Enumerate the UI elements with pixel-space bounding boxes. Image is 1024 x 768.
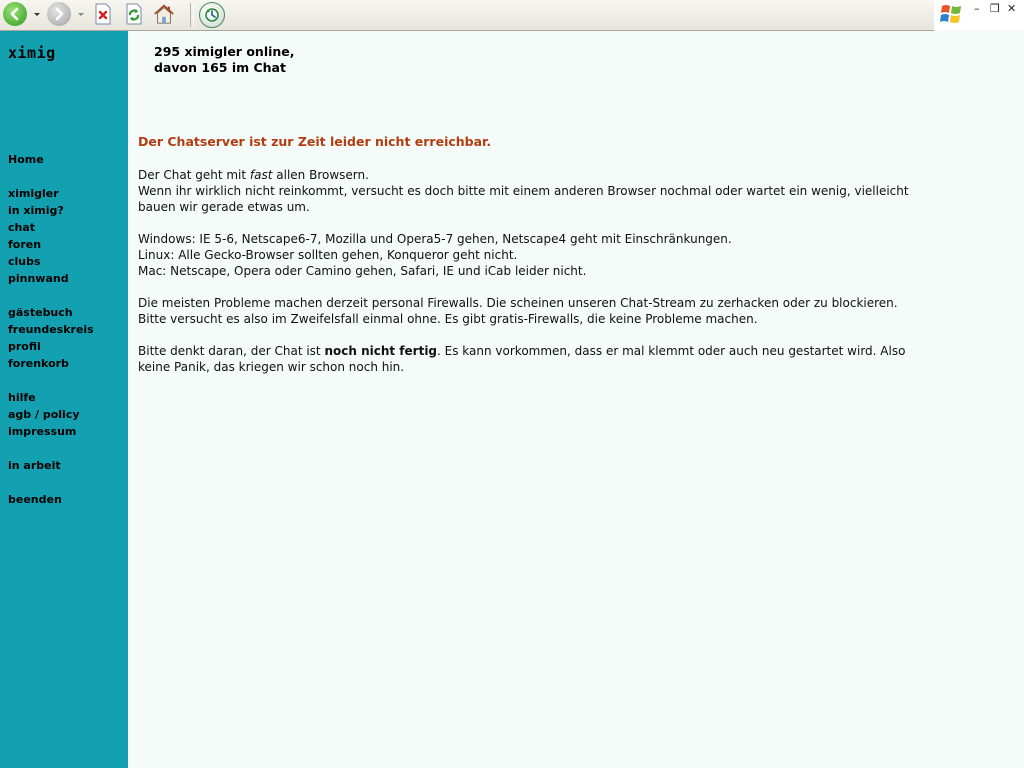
- sidebar-item-home[interactable]: Home: [8, 153, 44, 166]
- sidebar: [0, 31, 128, 768]
- paragraph-firewalls: Die meisten Probleme machen derzeit personal Firewalls. Die scheinen unseren Chat-Stream zu zerhacken oder zu blockieren. Bitte versucht es also im Zweifelsfall einmal ohne. Es gibt gratis-Firewalls, die keine Probleme machen.: [138, 296, 898, 326]
- forward-icon: [47, 2, 71, 26]
- home-icon: [153, 3, 175, 25]
- window-controls: [934, 0, 1024, 30]
- nav-spacer: [8, 440, 94, 457]
- history-icon: [199, 2, 225, 28]
- chat-count: davon 165 im Chat: [154, 60, 286, 75]
- nav-spacer: [8, 372, 94, 389]
- nav-spacer: [8, 168, 94, 185]
- home-button[interactable]: [153, 2, 175, 26]
- windows-logo-icon: [940, 3, 964, 29]
- sidebar-nav: [8, 151, 94, 508]
- sidebar-item-hilfe[interactable]: hilfe: [8, 391, 36, 404]
- online-status: [154, 44, 295, 76]
- sidebar-item-foren[interactable]: foren: [8, 238, 42, 251]
- sidebar-item-clubs[interactable]: clubs: [8, 255, 41, 268]
- error-heading: Der Chatserver ist zur Zeit leider nicht erreichbar.: [138, 134, 492, 149]
- forward-dropdown[interactable]: [77, 10, 85, 20]
- sidebar-item-in-ximig[interactable]: in ximig?: [8, 204, 64, 217]
- sidebar-item-chat[interactable]: chat: [8, 221, 36, 234]
- stop-button[interactable]: [92, 2, 114, 26]
- sidebar-item-gästebuch[interactable]: gästebuch: [8, 306, 73, 319]
- site-logo[interactable]: ximig: [8, 44, 56, 62]
- main-content: [128, 31, 1024, 768]
- sidebar-item-profil[interactable]: profil: [8, 340, 41, 353]
- toolbar-separator: [190, 3, 194, 27]
- sidebar-item-forenkorb[interactable]: forenkorb: [8, 357, 69, 370]
- chevron-down-icon: [77, 10, 85, 18]
- paragraph-browsers: Der Chat geht mit fast allen Browsern. Wenn ihr wirklich nicht reinkommt, versucht es doch bitte mit einem anderen Browser nochmal oder wartet ein wenig, vielleicht bauen wir gerade etwas um.: [138, 168, 909, 214]
- forward-button[interactable]: [47, 2, 71, 26]
- sidebar-item-freundeskreis[interactable]: freundeskreis: [8, 323, 94, 336]
- paragraph-not-finished: Bitte denkt daran, der Chat ist noch nicht fertig. Es kann vorkommen, dass er mal klemmt oder auch neu gestartet wird. Also keine Panik, das kriegen wir schon noch hin.: [138, 344, 906, 374]
- browser-toolbar: [0, 0, 934, 31]
- nav-spacer: [8, 474, 94, 491]
- refresh-icon: [124, 3, 144, 25]
- sidebar-item-in-arbeit[interactable]: in arbeit: [8, 459, 61, 472]
- sidebar-item-ximigler[interactable]: ximigler: [8, 187, 59, 200]
- back-button[interactable]: [3, 2, 27, 26]
- chevron-down-icon: [33, 10, 41, 18]
- sidebar-item-agb-policy[interactable]: agb / policy: [8, 408, 80, 421]
- sidebar-item-impressum[interactable]: impressum: [8, 425, 77, 438]
- chat-error-message: [138, 134, 1008, 391]
- online-count: 295 ximigler online,: [154, 44, 295, 59]
- minimize-button[interactable]: –: [974, 2, 980, 15]
- paragraph-compatibility: Windows: IE 5-6, Netscape6-7, Mozilla und Opera5-7 gehen, Netscape4 geht mit Einschränkungen. Linux: Alle Gecko-Browser sollten gehen, Konqueror geht nicht. Mac: Netscape, Opera oder Camino gehen, Safari, IE und iCab leider nicht.: [138, 232, 732, 278]
- back-icon: [3, 2, 27, 26]
- history-button[interactable]: [199, 2, 225, 28]
- stop-icon: [93, 3, 113, 25]
- nav-spacer: [8, 287, 94, 304]
- refresh-button[interactable]: [123, 2, 145, 26]
- restore-button[interactable]: ❐: [990, 2, 1000, 15]
- close-button[interactable]: ✕: [1007, 2, 1017, 15]
- back-dropdown[interactable]: [33, 10, 41, 20]
- sidebar-item-pinnwand[interactable]: pinnwand: [8, 272, 69, 285]
- sidebar-item-beenden[interactable]: beenden: [8, 493, 62, 506]
